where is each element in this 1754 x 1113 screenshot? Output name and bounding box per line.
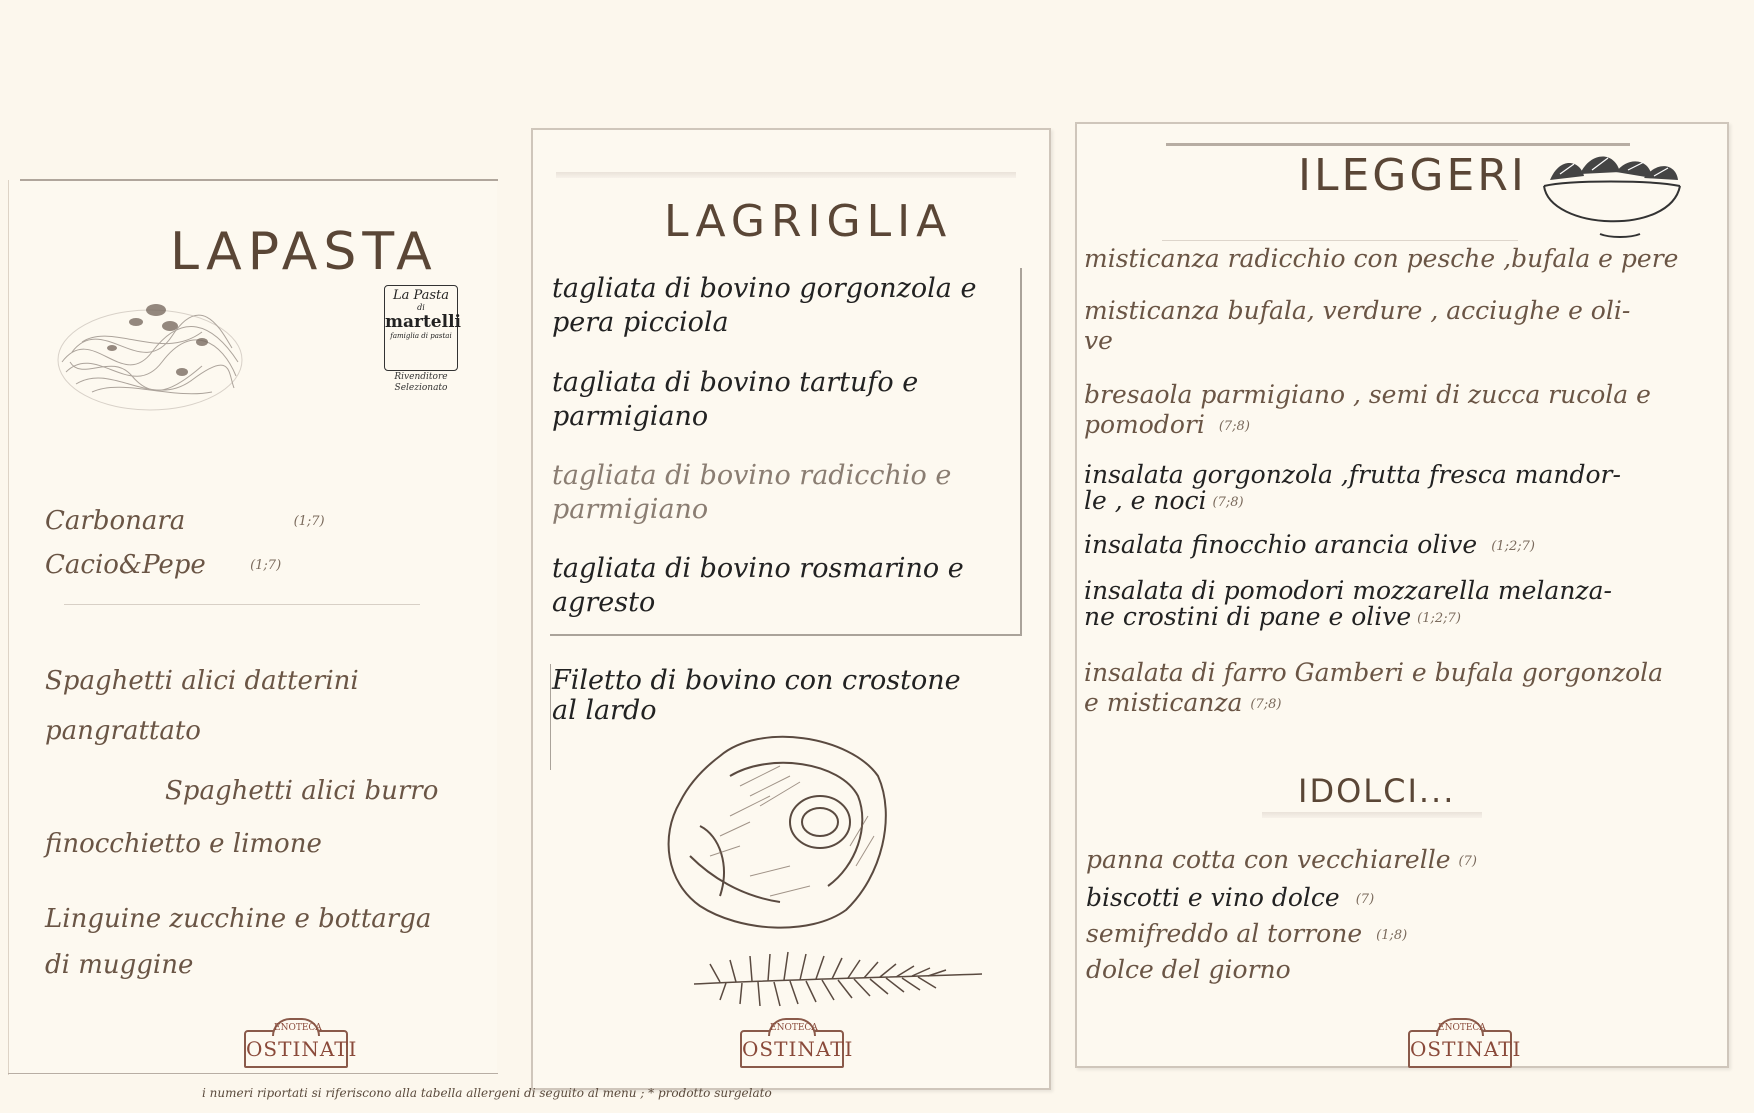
allergen-note: (7;8)	[1212, 494, 1244, 510]
pasta-bottom-rule	[8, 1073, 498, 1074]
leggeri-item	[1084, 578, 1612, 632]
dish-line: insalata di pomodori mozzarella melanza-	[1084, 576, 1612, 605]
ostinati-logo	[1408, 1023, 1522, 1068]
logo-main-text: OSTINATI	[246, 1037, 358, 1061]
dish-line: insalata di farro Gamberi e bufala gorgonzola	[1084, 658, 1664, 687]
dish-name: semifreddo al torrone	[1086, 919, 1363, 948]
ostinati-logo	[244, 1023, 358, 1068]
griglia-item	[552, 552, 964, 620]
dish-line: insalata gorgonzola ,frutta fresca mandor-	[1084, 460, 1621, 489]
griglia-item	[552, 272, 976, 340]
allergen-note: (1;8)	[1376, 927, 1408, 943]
pasta-divider	[64, 604, 420, 605]
steak-illustration	[660, 726, 890, 932]
dish-line: Filetto di bovino con crostone	[552, 665, 961, 696]
logo-main-text: OSTINATI	[742, 1037, 854, 1061]
dish-line: parmigiano	[552, 494, 709, 525]
dish-line: insalata finocchio arancia olive	[1084, 530, 1478, 559]
leggeri-item	[1084, 244, 1678, 274]
leggeri-item	[1084, 380, 1651, 442]
leggeri-item	[1084, 658, 1663, 720]
dish-line: ve	[1084, 326, 1113, 355]
pasta-item	[45, 504, 325, 539]
brand-line: La Pasta	[392, 288, 450, 303]
leggeri-title: ILEGGERI	[1298, 150, 1527, 201]
salad-bowl-illustration	[1540, 150, 1686, 238]
dolci-shade	[1262, 812, 1482, 818]
brand-line: martelli	[385, 312, 462, 332]
leggeri-item	[1084, 462, 1621, 516]
pasta-item	[45, 548, 281, 583]
martelli-brand-logo	[384, 285, 462, 371]
dish-line: tagliata di bovino rosmarino e	[552, 553, 964, 584]
leggeri-item	[1084, 530, 1535, 562]
pasta-plate-illustration	[52, 292, 248, 416]
dish-name: Carbonara	[45, 506, 186, 536]
logo-top-text: ENOTECA	[768, 1018, 816, 1036]
dish-line: tagliata di bovino radicchio e	[552, 460, 952, 491]
dish-line: parmigiano	[552, 401, 709, 432]
dolci-item	[1086, 955, 1291, 985]
dolci-item	[1086, 919, 1407, 951]
dish-line: misticanza bufala, verdure , acciughe e oli-	[1084, 296, 1631, 325]
dish-line: ne crostini di pane e olive	[1084, 602, 1412, 631]
griglia-item	[552, 459, 951, 527]
dish-line: pomodori	[1084, 410, 1205, 439]
allergen-note: (1;7)	[293, 514, 325, 529]
dolci-item	[1086, 883, 1374, 915]
dish-name: panna cotta con vecchiarelle	[1086, 845, 1451, 874]
dish-line: misticanza radicchio con pesche ,bufala e pere	[1084, 244, 1679, 273]
pasta-special-line: pangrattato	[45, 716, 201, 746]
dish-line: bresaola parmigiano , semi di zucca rucola e	[1084, 380, 1651, 409]
pasta-title: LAPASTA	[170, 222, 438, 282]
pasta-top-rule	[20, 179, 498, 181]
logo-top-text: ENOTECA	[272, 1018, 320, 1036]
allergen-note: (7;8)	[1250, 696, 1282, 712]
pasta-special-line: finocchietto e limone	[45, 829, 322, 859]
allergen-note: (1;2;7)	[1491, 538, 1535, 554]
griglia-item	[552, 366, 918, 434]
logo-top-text: ENOTECA	[1436, 1018, 1484, 1036]
dish-name: Cacio&Pepe	[45, 550, 206, 580]
griglia-top-shade	[556, 172, 1016, 178]
allergen-note: (7)	[1458, 853, 1477, 869]
griglia-item	[552, 666, 961, 726]
dish-line: pera picciola	[552, 307, 729, 338]
leggeri-top-rule	[1166, 143, 1630, 146]
pasta-special-line: Spaghetti alici datterini	[45, 666, 359, 696]
ostinati-logo	[740, 1023, 854, 1068]
pasta-special-line: Spaghetti alici burro	[165, 776, 439, 806]
dish-line: tagliata di bovino gorgonzola e	[552, 273, 977, 304]
allergen-note: (1;7)	[250, 558, 282, 573]
allergen-footer-note: i numeri riportati si riferiscono alla tabella allergeni di seguito al menu ; * prodotto surgelato	[202, 1086, 772, 1100]
allergen-note: (1;2;7)	[1417, 610, 1461, 626]
dish-name: dolce del giorno	[1086, 955, 1291, 984]
dish-line: al lardo	[552, 695, 657, 726]
logo-main-text: OSTINATI	[1410, 1037, 1522, 1061]
pasta-special-line: Linguine zucchine e bottarga	[45, 904, 432, 934]
allergen-note: (7)	[1355, 891, 1375, 907]
dolci-title: IDOLCI...	[1298, 772, 1456, 810]
dish-line: agresto	[552, 587, 656, 618]
rosemary-illustration	[690, 934, 986, 1014]
brand-line: famiglia di pastai	[390, 332, 452, 340]
brand-line: di	[417, 303, 425, 312]
brand-line: Rivenditore	[394, 372, 448, 382]
pasta-special-line: di muggine	[45, 950, 194, 980]
brand-line: Selezionato	[394, 383, 448, 393]
leggeri-sub-rule	[1162, 240, 1518, 241]
dish-line: tagliata di bovino tartufo e	[552, 367, 919, 398]
brand-reseller-text	[384, 372, 458, 394]
dolci-item	[1086, 845, 1477, 877]
dish-line: e misticanza	[1084, 688, 1243, 717]
allergen-note: (7;8)	[1218, 418, 1250, 434]
leggeri-item	[1084, 296, 1630, 356]
dish-line: le , e noci	[1084, 486, 1207, 515]
griglia-title: LAGRIGLIA	[664, 196, 953, 247]
dish-name: biscotti e vino dolce	[1086, 883, 1340, 912]
griglia-left-rule	[550, 664, 551, 770]
